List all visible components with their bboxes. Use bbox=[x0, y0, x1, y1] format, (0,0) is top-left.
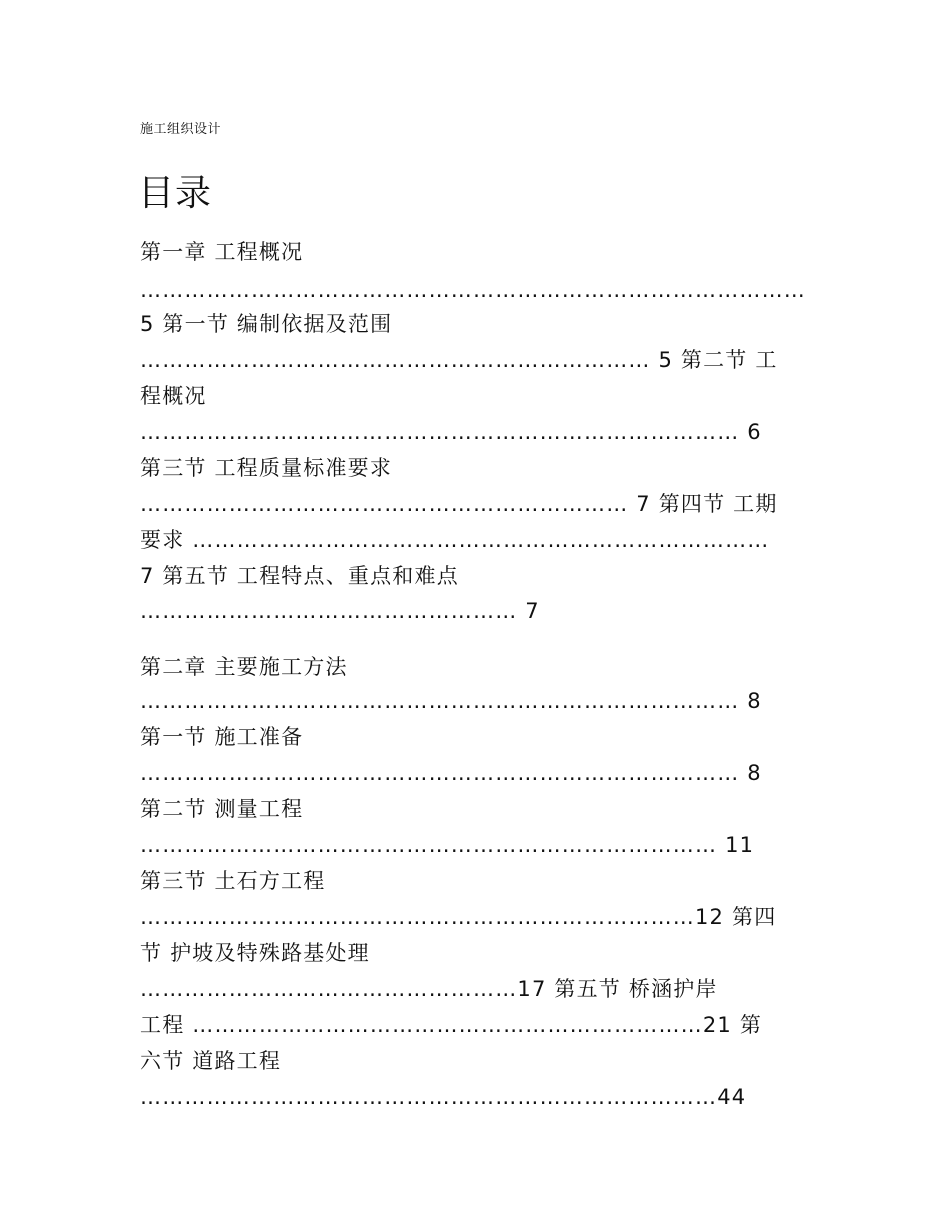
toc-line: 要求 …………………………………………………………………… bbox=[140, 528, 770, 552]
toc-line: 第二节 测量工程 bbox=[140, 797, 304, 821]
toc-line: ………………………………………………………… 7 第四节 工期 bbox=[140, 492, 778, 516]
toc-leader-line: ……………………………………………………………………………… bbox=[140, 278, 806, 302]
running-header: 施工组织设计 bbox=[140, 122, 222, 137]
toc-line: 程概况 bbox=[140, 384, 207, 408]
toc-line: 7 第五节 工程特点、重点和难点 bbox=[140, 564, 459, 588]
toc-line: 第一节 施工准备 bbox=[140, 725, 304, 749]
toc-line: 六节 道路工程 bbox=[140, 1049, 282, 1073]
toc-chapter-2-heading: 第二章 主要施工方法 bbox=[140, 655, 348, 679]
toc-line: ……………………………………………………………………44 bbox=[140, 1085, 747, 1109]
toc-line: ……………………………………………17 第五节 桥涵护岸 bbox=[140, 977, 718, 1001]
toc-line: 节 护坡及特殊路基处理 bbox=[140, 941, 370, 965]
toc-chapter-1-heading: 第一章 工程概况 bbox=[140, 240, 304, 264]
page-title: 目录 bbox=[138, 173, 213, 214]
toc-line: …………………………………………………………… 5 第二节 工 bbox=[140, 348, 778, 372]
toc-line: 5 第一节 编制依据及范围 bbox=[140, 312, 393, 336]
toc-line: 第三节 土石方工程 bbox=[140, 869, 326, 893]
toc-line: ……………………………………………………………………… 8 bbox=[140, 689, 762, 713]
toc-line: …………………………………………………………………… 11 bbox=[140, 833, 755, 857]
toc-line: …………………………………………… 7 bbox=[140, 599, 540, 623]
toc-line: …………………………………………………………………12 第四 bbox=[140, 905, 777, 929]
toc-line: 工程 ……………………………………………………………21 第 bbox=[140, 1013, 763, 1037]
toc-line: ……………………………………………………………………… 6 bbox=[140, 420, 762, 444]
toc-line: 第三节 工程质量标准要求 bbox=[140, 456, 393, 480]
toc-line: ……………………………………………………………………… 8 bbox=[140, 761, 762, 785]
